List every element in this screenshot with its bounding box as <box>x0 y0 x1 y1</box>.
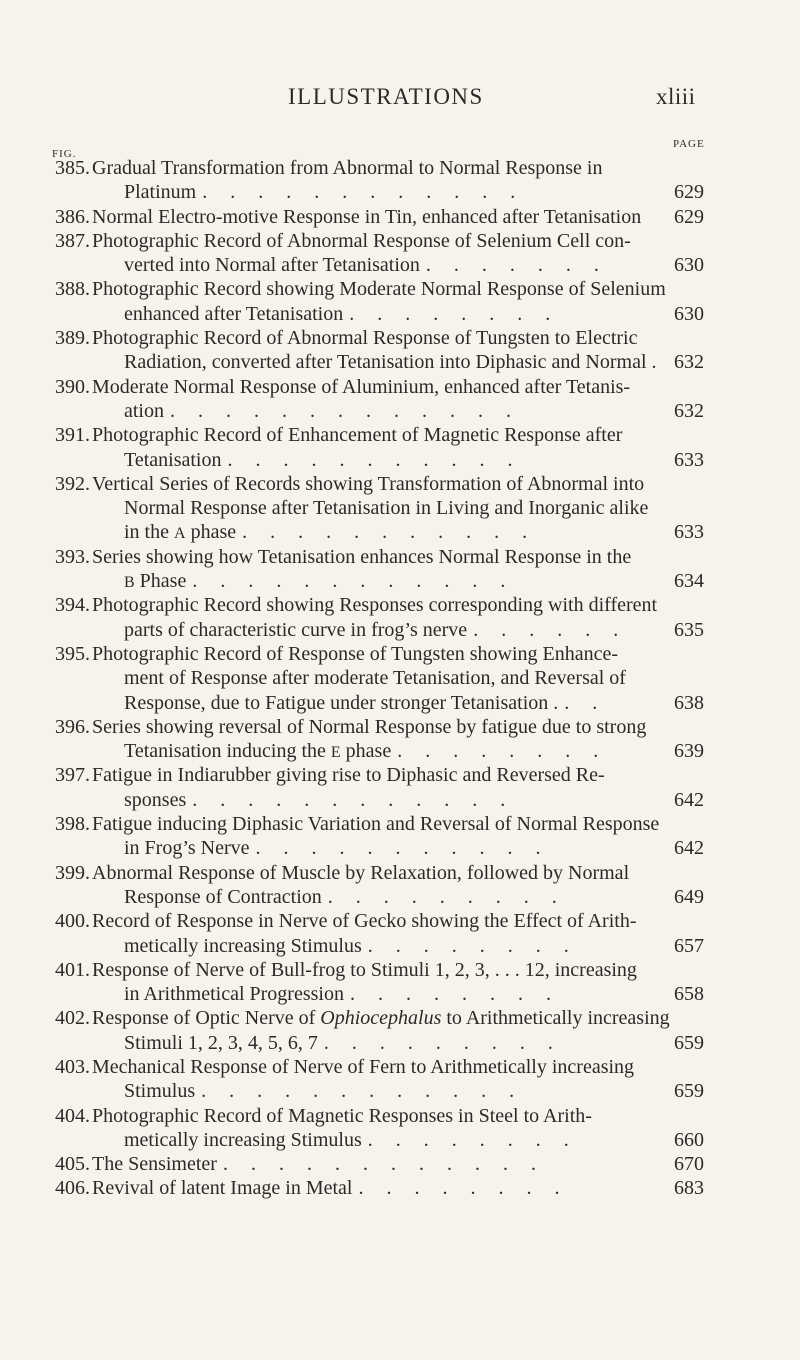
illustration-list <box>0 156 800 1201</box>
entry-caption: Response of Contraction . . . . . . . . . <box>124 885 566 908</box>
entry-caption: in the A phase . . . . . . . . . . . <box>124 521 537 544</box>
entry-line <box>0 350 800 374</box>
list-item <box>0 1055 800 1104</box>
figure-number: 402. <box>55 1007 90 1030</box>
entry-line <box>0 1176 800 1200</box>
dot-leader: . . . . . . . . <box>349 302 560 325</box>
list-item <box>0 1104 800 1153</box>
entry-caption: parts of characteristic curve in frog’s nerve . . . . . . <box>124 618 628 641</box>
entry-line <box>0 1031 800 1055</box>
entry-caption: B Phase . . . . . . . . . . . . <box>124 570 515 593</box>
entry-line <box>0 423 800 447</box>
figure-number: 385. <box>55 157 90 179</box>
figure-number: 386. <box>55 205 90 228</box>
entry-line <box>0 302 800 326</box>
dot-leader: . . . . . . . . <box>358 1177 569 1200</box>
dot-leader: . . . . . . <box>473 618 628 641</box>
entry-caption: in Frog’s Nerve . . . . . . . . . . . <box>124 837 550 860</box>
page-number: 629 <box>674 205 704 228</box>
entry-caption: ation . . . . . . . . . . . . . <box>124 399 520 422</box>
dot-leader: . . . . . . . . . . . <box>227 448 522 471</box>
figure-number: 396. <box>55 715 90 738</box>
list-item <box>0 545 800 594</box>
entry-caption: Series showing reversal of Normal Response by fatigue due to strong <box>92 715 647 738</box>
entry-line <box>0 229 800 253</box>
entry-caption: Stimuli 1, 2, 3, 4, 5, 6, 7 . . . . . . . . . <box>124 1031 562 1054</box>
figure-number: 393. <box>55 545 90 568</box>
entry-caption: Tetanisation inducing the E phase . . . . . . . . <box>124 740 608 763</box>
list-item <box>0 812 800 861</box>
entry-line <box>0 909 800 933</box>
page-number: 633 <box>674 448 704 471</box>
dot-leader: . . . . . . . . . . . . <box>202 181 525 204</box>
page-number: 658 <box>674 983 704 1006</box>
entry-line <box>0 326 800 350</box>
entry-line <box>0 156 800 180</box>
page-number: 642 <box>674 837 704 860</box>
entry-caption: enhanced after Tetanisation . . . . . . . . <box>124 302 560 325</box>
entry-line <box>0 253 800 277</box>
list-item <box>0 423 800 472</box>
list-item <box>0 958 800 1007</box>
dot-leader: . . . . . . . . . . . . <box>201 1080 524 1103</box>
page-number: 659 <box>674 1080 704 1103</box>
list-item <box>0 1176 800 1200</box>
list-item <box>0 593 800 642</box>
entry-line <box>0 861 800 885</box>
entry-caption: Abnormal Response of Muscle by Relaxation, followed by Normal <box>92 861 630 884</box>
dot-leader: . . . . . . . . . <box>327 885 566 908</box>
entry-line <box>0 934 800 958</box>
entry-caption: Photographic Record of Abnormal Response of Selenium Cell con- <box>92 229 631 252</box>
entry-line <box>0 1006 800 1030</box>
figure-number: 389. <box>55 327 90 350</box>
entry-caption: Photographic Record of Response of Tungsten showing Enhance- <box>92 642 619 665</box>
entry-line <box>0 1079 800 1103</box>
page-number: 630 <box>674 254 704 277</box>
figure-number: 388. <box>55 278 90 301</box>
page-number: 630 <box>674 302 704 325</box>
entry-line <box>0 1152 800 1176</box>
page-number: 683 <box>674 1177 704 1200</box>
page-number: 642 <box>674 788 704 811</box>
entry-line <box>0 715 800 739</box>
entry-line <box>0 618 800 642</box>
entry-caption: Radiation, converted after Tetanisation into Diphasic and Normal . <box>124 351 657 374</box>
list-item <box>0 375 800 424</box>
figure-number: 400. <box>55 910 90 933</box>
page-number: 634 <box>674 570 704 593</box>
figure-number: 391. <box>55 424 90 447</box>
list-item <box>0 277 800 326</box>
entry-line <box>0 1055 800 1079</box>
figure-number: 390. <box>55 375 90 398</box>
entry-caption: Platinum . . . . . . . . . . . . <box>124 181 525 204</box>
entry-caption: Normal Electro-motive Response in Tin, enhanced after Tetanisation <box>92 205 642 228</box>
entry-caption: Gradual Transformation from Abnormal to Normal Response in <box>92 157 603 179</box>
entry-line <box>0 569 800 593</box>
entry-caption: Normal Response after Tetanisation in Living and Inorganic alike <box>124 497 649 520</box>
entry-line <box>0 642 800 666</box>
entry-caption: Photographic Record of Abnormal Response of Tungsten to Electric <box>92 327 638 350</box>
entry-caption: Tetanisation . . . . . . . . . . . <box>124 448 522 471</box>
dot-leader: . . . . . . . . . . . . . <box>170 399 520 422</box>
figure-number: 395. <box>55 642 90 665</box>
dot-leader: . . <box>564 691 607 714</box>
dot-leader: . . . . . . . <box>425 254 608 277</box>
entry-caption: Fatigue in Indiarubber giving rise to Diphasic and Reversed Re- <box>92 764 605 787</box>
list-item <box>0 229 800 278</box>
entry-line <box>0 788 800 812</box>
entry-caption: Record of Response in Nerve of Gecko showing the Effect of Arith- <box>92 910 637 933</box>
entry-line <box>0 836 800 860</box>
dot-leader: . . . . . . . . . . . <box>242 521 537 544</box>
page-number: 670 <box>674 1153 704 1176</box>
list-item <box>0 1006 800 1055</box>
entry-line <box>0 448 800 472</box>
list-item <box>0 205 800 229</box>
dot-leader: . . . . . . . . . . . . <box>222 1153 545 1176</box>
page-number: 632 <box>674 351 704 374</box>
page-number: 639 <box>674 740 704 763</box>
entry-line <box>0 180 800 204</box>
dot-leader: . . . . . . . . <box>397 740 608 763</box>
entry-line <box>0 763 800 787</box>
entry-line <box>0 739 800 763</box>
page-number: 629 <box>674 181 704 204</box>
page-number: 633 <box>674 521 704 544</box>
entry-caption: Photographic Record of Enhancement of Magnetic Response after <box>92 424 623 447</box>
entry-line <box>0 545 800 569</box>
entry-caption: Photographic Record showing Responses corresponding with different <box>92 594 658 617</box>
entry-caption: sponses . . . . . . . . . . . . <box>124 788 515 811</box>
figure-number: 406. <box>55 1177 90 1200</box>
entry-caption: Vertical Series of Records showing Transformation of Abnormal into <box>92 472 645 495</box>
entry-line <box>0 885 800 909</box>
running-header <box>0 84 800 120</box>
entry-line <box>0 205 800 229</box>
page-number: 659 <box>674 1031 704 1054</box>
entry-caption: Photographic Record of Magnetic Responses in Steel to Arith- <box>92 1104 592 1127</box>
figure-number: 398. <box>55 813 90 836</box>
entry-caption: Fatigue inducing Diphasic Variation and Reversal of Normal Response <box>92 813 660 836</box>
list-item <box>0 909 800 958</box>
entry-line <box>0 1104 800 1128</box>
list-item <box>0 156 800 205</box>
entry-caption: in Arithmetical Progression . . . . . . . . <box>124 983 560 1006</box>
figure-number: 403. <box>55 1055 90 1078</box>
fig-column-head: FIG. <box>52 148 77 160</box>
page-number: 632 <box>674 399 704 422</box>
figure-number: 387. <box>55 229 90 252</box>
figure-number: 392. <box>55 472 90 495</box>
entry-caption: Photographic Record showing Moderate Normal Response of Selenium <box>92 278 666 301</box>
page-number: 657 <box>674 934 704 957</box>
entry-line <box>0 593 800 617</box>
figure-number: 394. <box>55 594 90 617</box>
dot-leader: . . . . . . . . . <box>323 1031 562 1054</box>
entry-caption: The Sensimeter . . . . . . . . . . . . <box>92 1153 545 1176</box>
page-number: 638 <box>674 691 704 714</box>
page-column-head: PAGE <box>673 138 705 150</box>
entry-line <box>0 958 800 982</box>
figure-number: 397. <box>55 764 90 787</box>
entry-caption: Response, due to Fatigue under stronger Tetanisation . . . <box>124 691 607 714</box>
entry-line <box>0 1128 800 1152</box>
entry-caption: verted into Normal after Tetanisation . . . . . . . <box>124 254 608 277</box>
figure-number: 404. <box>55 1104 90 1127</box>
entry-line <box>0 666 800 690</box>
entry-caption: metically increasing Stimulus . . . . . . . . <box>124 1128 578 1151</box>
entry-line <box>0 399 800 423</box>
page-number: 635 <box>674 618 704 641</box>
list-item <box>0 715 800 764</box>
list-item <box>0 642 800 715</box>
header-page-number: xliii <box>656 84 696 109</box>
page-number: 660 <box>674 1128 704 1151</box>
entry-caption: ment of Response after moderate Tetanisation, and Reversal of <box>124 667 626 690</box>
entry-caption: metically increasing Stimulus . . . . . . . . <box>124 934 578 957</box>
dot-leader: . . . . . . . . . . . <box>255 837 550 860</box>
list-item <box>0 472 800 545</box>
header-title: ILLUSTRATIONS <box>288 84 484 109</box>
dot-leader: . . . . . . . . . . . . <box>192 788 515 811</box>
entry-caption: Stimulus . . . . . . . . . . . . <box>124 1080 524 1103</box>
list-item <box>0 1152 800 1176</box>
dot-leader: . . . . . . . . . . . . <box>192 570 515 593</box>
figure-number: 399. <box>55 861 90 884</box>
page-number: 649 <box>674 885 704 908</box>
entry-line <box>0 277 800 301</box>
dot-leader: . . . . . . . . <box>367 934 578 957</box>
figure-number: 405. <box>55 1153 90 1176</box>
entry-line <box>0 496 800 520</box>
entry-caption: Response of Optic Nerve of Ophiocephalus to Arithmetically increasing <box>92 1007 670 1030</box>
entry-line <box>0 691 800 715</box>
figure-number: 401. <box>55 958 90 981</box>
list-item <box>0 763 800 812</box>
entry-caption: Moderate Normal Response of Aluminium, enhanced after Tetanis- <box>92 375 631 398</box>
list-item <box>0 861 800 910</box>
entry-caption: Revival of latent Image in Metal . . . . . . . . <box>92 1177 569 1200</box>
list-item <box>0 326 800 375</box>
entry-line <box>0 520 800 544</box>
entry-line <box>0 982 800 1006</box>
entry-line <box>0 375 800 399</box>
entry-line <box>0 812 800 836</box>
dot-leader: . . . . . . . . <box>367 1128 578 1151</box>
entry-caption: Response of Nerve of Bull-frog to Stimuli 1, 2, 3, . . . 12, increasing <box>92 958 637 981</box>
entry-caption: Series showing how Tetanisation enhances Normal Response in the <box>92 545 632 568</box>
entry-caption: Mechanical Response of Nerve of Fern to Arithmetically increasing <box>92 1055 635 1078</box>
dot-leader: . . . . . . . . <box>349 983 560 1006</box>
entry-line <box>0 472 800 496</box>
